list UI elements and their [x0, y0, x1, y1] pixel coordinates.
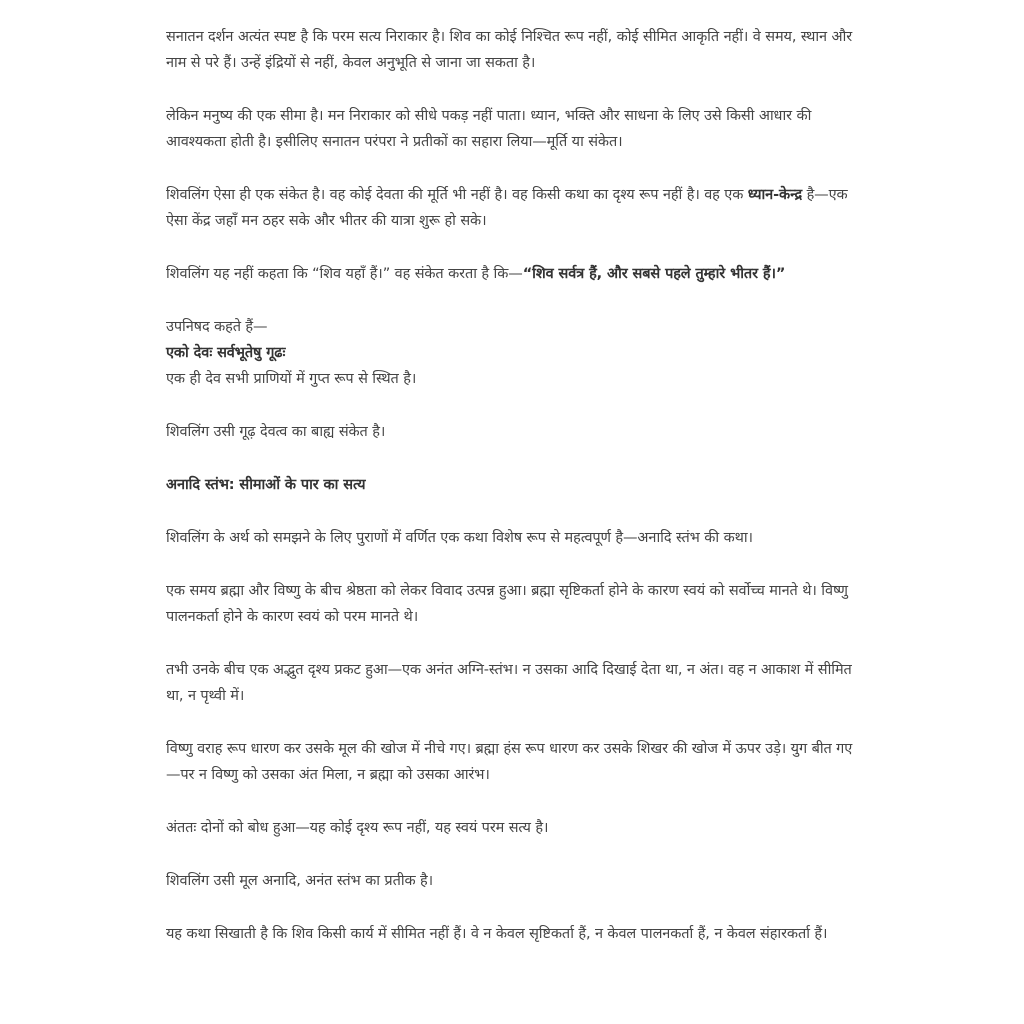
upanishad-verse: एको देवः सर्वभूतेषु गूढः: [166, 345, 286, 361]
paragraph-shivling-sign: [166, 182, 866, 234]
paragraph-fire-pillar: तभी उनके बीच एक अद्भुत दृश्य प्रकट हुआ—एक अनंत अग्नि-स्तंभ। न उसका आदि दिखाई देता था, न अंत। वह न आकाश में सीमित था, न पृथ्वी में।: [166, 662, 852, 704]
paragraph-text: है—एक ऐसा केंद्र जहाँ मन ठहर सके और भीतर की यात्रा शुरू हो सके।: [166, 187, 848, 229]
upanishad-intro: उपनिषद कहते हैं—: [166, 319, 268, 335]
upanishad-meaning: एक ही देव सभी प्राणियों में गुप्त रूप से स्थित है।: [166, 371, 417, 387]
paragraph-lesson: यह कथा सिखाती है कि शिव किसी कार्य में सीमित नहीं हैं। वे न केवल सृष्टिकर्ता हैं, न केवल पालनकर्ता हैं, न केवल संहारकर्ता हैं।: [166, 926, 828, 942]
article-body: [166, 24, 866, 974]
paragraph-brahma-vishnu-dispute: एक समय ब्रह्मा और विष्णु के बीच श्रेष्ठता को लेकर विवाद उत्पन्न हुआ। ब्रह्मा सृष्टिकर्ता होने के कारण स्वयं को सर्वोच्च मानते थे। विष्णु पालनकर्ता होने के कारण स्वयं को परम मानते थे।: [166, 583, 848, 625]
section-heading: अनादि स्तंभ: सीमाओं के पार का सत्य: [166, 477, 366, 493]
paragraph-text: शिवलिंग ऐसा ही एक संकेत है। वह कोई देवता की मूर्ति भी नहीं है। वह किसी कथा का दृश्य रूप नहीं है। वह एक: [166, 187, 748, 203]
paragraph-realization: अंततः दोनों को बोध हुआ—यह कोई दृश्य रूप नहीं, यह स्वयं परम सत्य है।: [166, 820, 549, 836]
paragraph-hidden-divinity: शिवलिंग उसी गूढ़ देवत्व का बाह्य संकेत है।: [166, 424, 386, 440]
paragraph-shiva-everywhere: [166, 261, 866, 287]
paragraph-search: विष्णु वराह रूप धारण कर उसके मूल की खोज में नीचे गए। ब्रह्मा हंस रूप धारण कर उसके शिखर की खोज में ऊपर उड़े। युग बीत गए—पर न विष्णु को उसका अंत मिला, न ब्रह्मा को उसका आरंभ।: [166, 741, 853, 783]
paragraph-text: शिवलिंग यह नहीं कहता कि “शिव यहाँ हैं।” वह संकेत करता है कि—: [166, 266, 523, 282]
paragraph-pillar-symbol: शिवलिंग उसी मूल अनादि, अनंत स्तंभ का प्रतीक है।: [166, 873, 434, 889]
bold-quote-shiva-within: “शिव सर्वत्र हैं, और सबसे पहले तुम्हारे भीतर हैं।”: [522, 266, 786, 282]
bold-phrase-meditation-center: ध्यान-केन्द्र: [747, 187, 803, 203]
paragraph-human-limit: लेकिन मनुष्य की एक सीमा है। मन निराकार को सीधे पकड़ नहीं पाता। ध्यान, भक्ति और साधना के लिए उसे किसी आधार की आवश्यकता होती है। इसीलिए सनातन परंपरा ने प्रतीकों का सहारा लिया—मूर्ति या संकेत।: [166, 108, 812, 150]
paragraph-pillar-story-intro: शिवलिंग के अर्थ को समझने के लिए पुराणों में वर्णित एक कथा विशेष रूप से महत्वपूर्ण है—अनादि स्तंभ की कथा।: [166, 530, 753, 546]
paragraph-formless-truth: सनातन दर्शन अत्यंत स्पष्ट है कि परम सत्य निराकार है। शिव का कोई निश्चित रूप नहीं, कोई सीमित आकृति नहीं। वे समय, स्थान और नाम से परे हैं। उन्हें इंद्रियों से नहीं, केवल अनुभूति से जाना जा सकता है।: [166, 29, 853, 71]
